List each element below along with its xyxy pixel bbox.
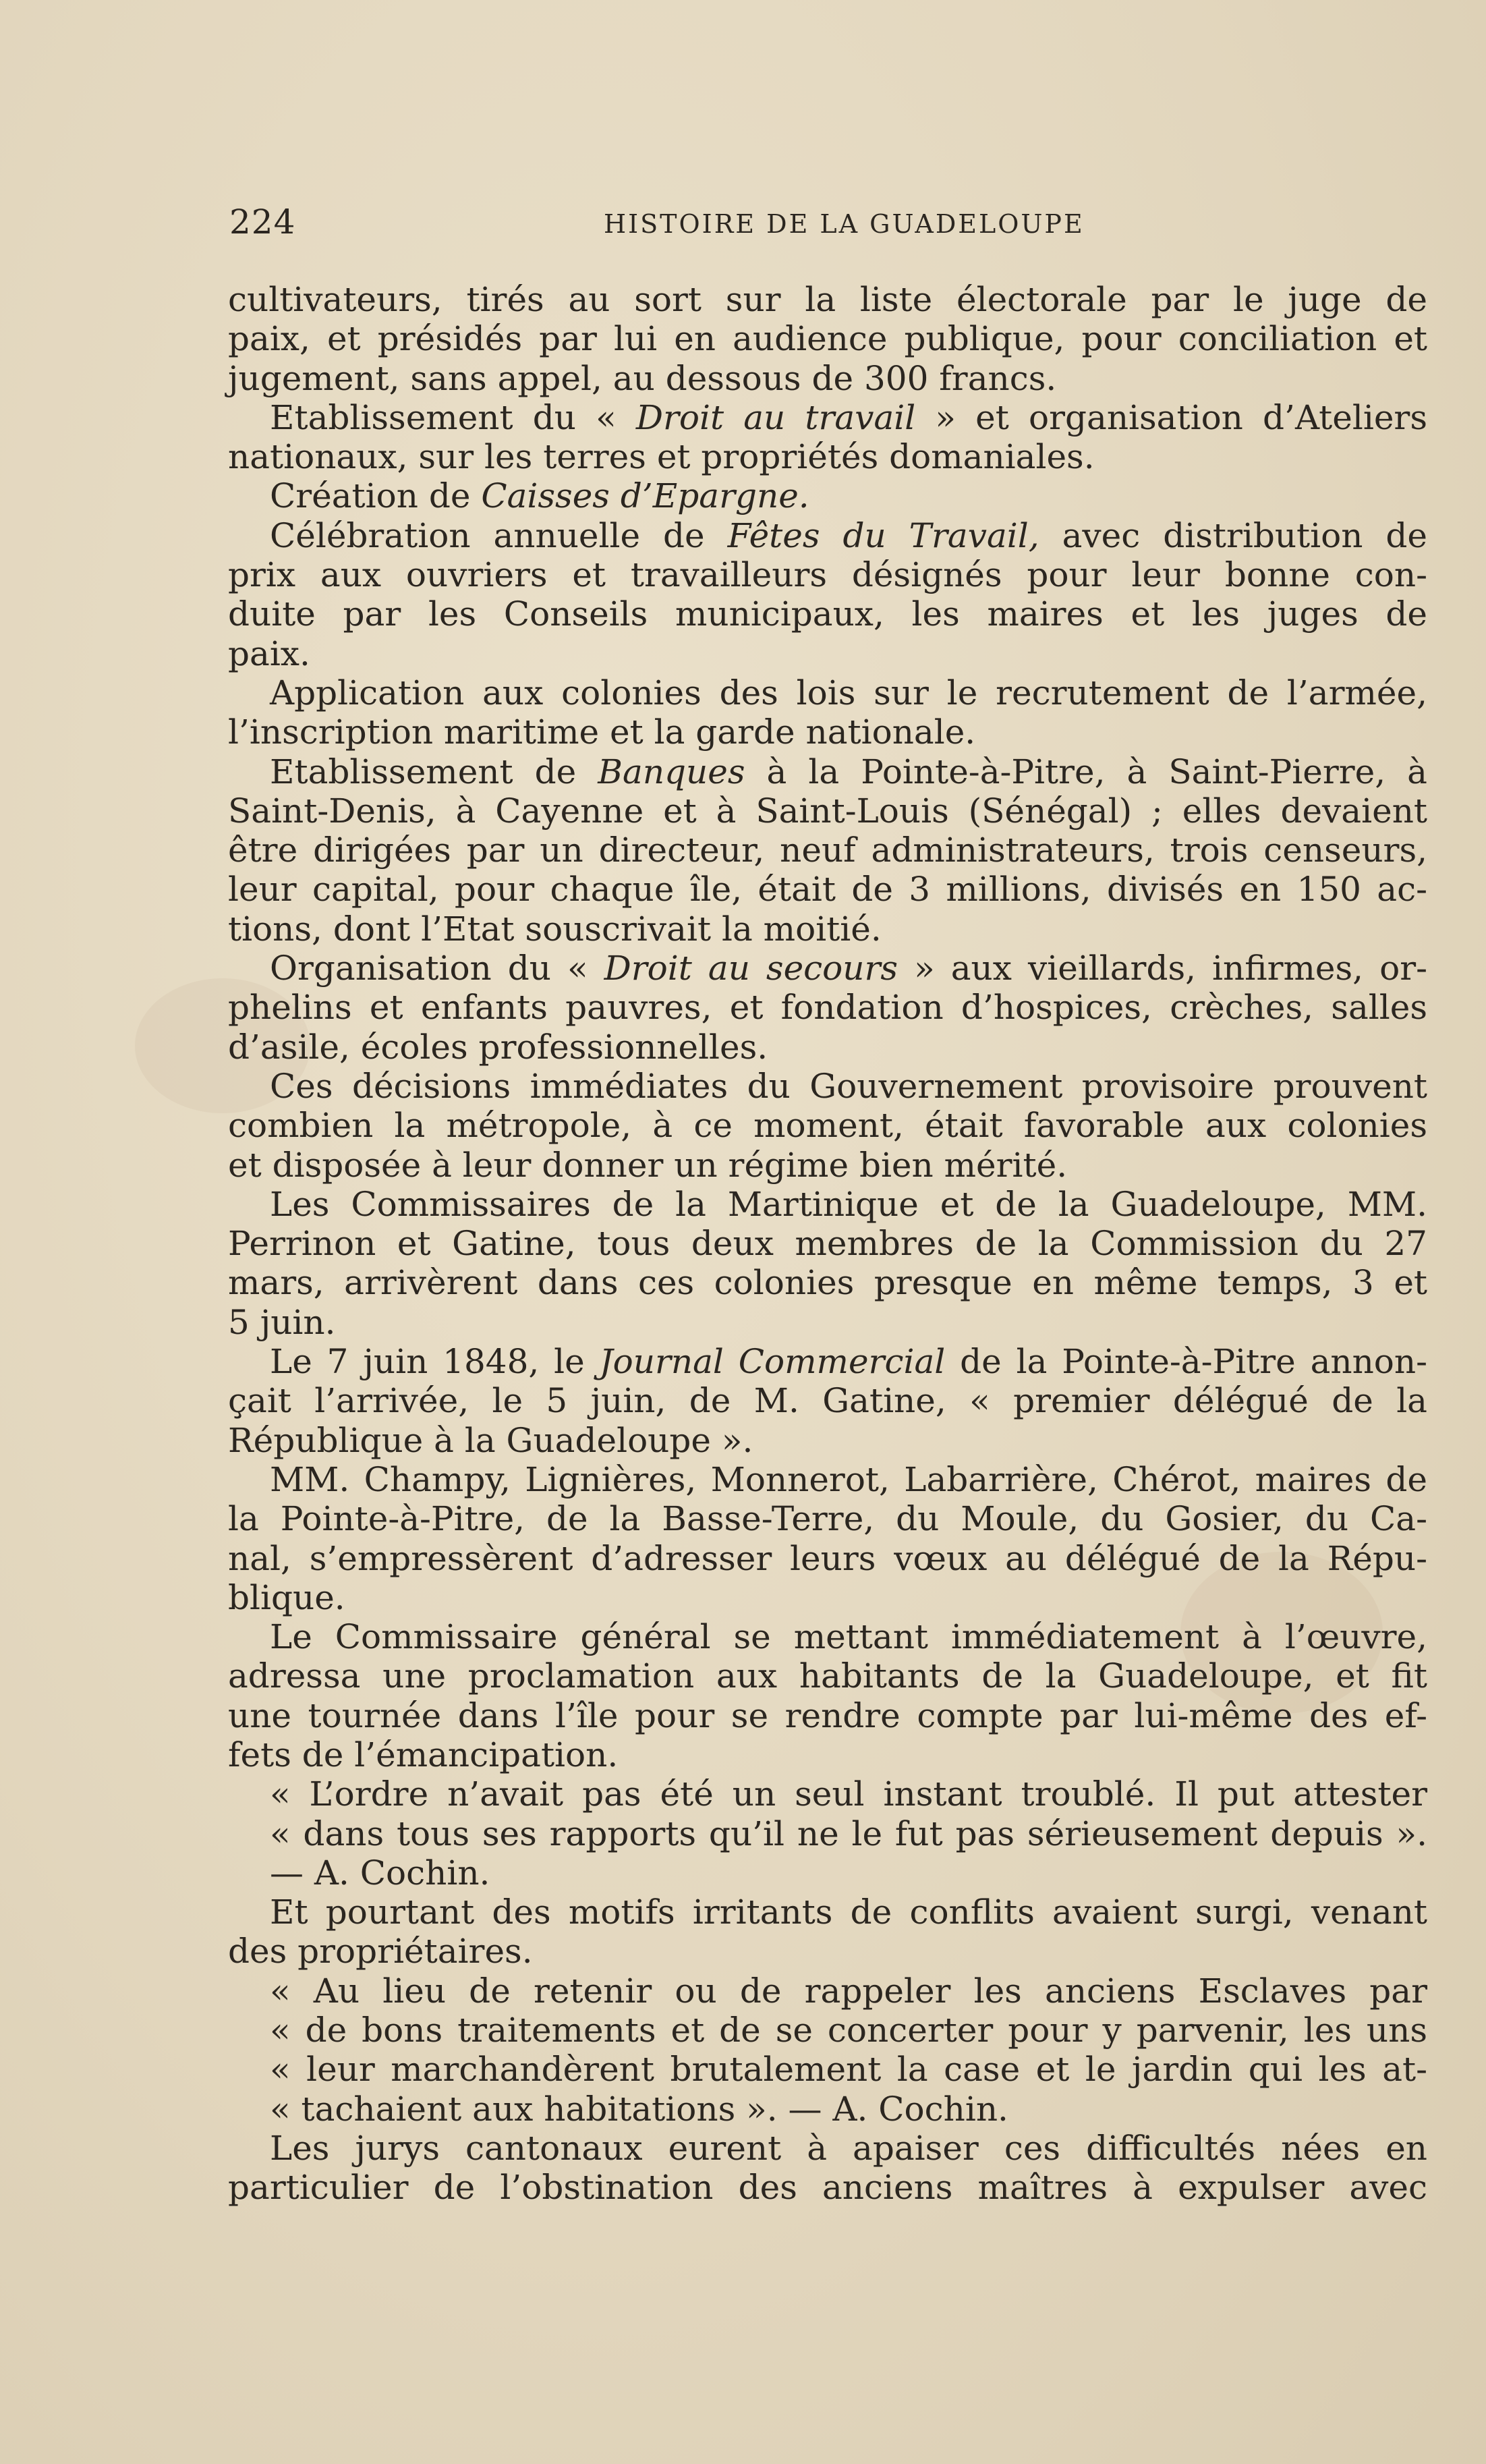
text-segment: et disposée à leur donner un régime bien mérité. [228, 1145, 1068, 1185]
text-segment: Ces décisions immédiates du Gouvernement provisoire prouvent [270, 1066, 1427, 1106]
text-segment: d’asile, écoles professionnelles. [228, 1027, 768, 1067]
text-segment: des propriétaires. [228, 1932, 533, 1971]
text-line [228, 752, 1427, 791]
text-line [228, 2090, 1427, 2129]
text-segment: « dans tous ses rapports qu’il ne le fut pas sérieusement depuis ». [270, 1814, 1427, 1853]
text-line [228, 1971, 1427, 2011]
text-line [228, 1224, 1427, 1263]
text-segment: Etablissement de [270, 752, 598, 791]
text-line [228, 673, 1427, 712]
text-segment: phelins et enfants pauvres, et fondation d’hospices, crèches, salles [228, 988, 1427, 1028]
text-segment: » aux vieillards, infirmes, or- [898, 949, 1427, 988]
text-line [228, 1893, 1427, 1932]
text-segment: avec distribution de [1039, 515, 1427, 555]
text-line [228, 988, 1427, 1027]
text-segment: Le Commissaire général se mettant immédiatement à l’œuvre, [270, 1617, 1427, 1657]
text-line [228, 1028, 1427, 1067]
text-line [228, 1146, 1427, 1185]
text-segment: » et organisation d’Ateliers [915, 397, 1427, 437]
text-line [228, 712, 1427, 752]
text-line [228, 1381, 1427, 1420]
text-line [228, 1303, 1427, 1342]
italic-text: Caisses d’Epargne. [481, 476, 809, 516]
text-line [228, 1853, 1427, 1893]
page-header [229, 202, 1430, 256]
text-segment: de la Pointe-à-Pitre annon- [945, 1342, 1427, 1382]
text-line [228, 634, 1427, 673]
text-line [228, 1421, 1427, 1460]
text-line [228, 831, 1427, 870]
text-segment: être dirigées par un directeur, neuf administrateurs, trois censeurs, [228, 831, 1427, 870]
text-segment: leur capital, pour chaque île, était de 3 millions, divisés en 150 ac- [228, 870, 1427, 909]
text-line [228, 949, 1427, 988]
text-segment: Création de [270, 476, 482, 516]
page-number: 224 [229, 202, 296, 242]
text-segment: tions, dont l’Etat souscrivait la moitié. [228, 909, 882, 949]
text-segment: nationaux, sur les terres et propriétés domaniales. [228, 437, 1095, 477]
text-line [228, 2168, 1427, 2207]
text-segment: çait l’arrivée, le 5 juin, de M. Gatine, « premier délégué de la [228, 1381, 1427, 1421]
text-line [228, 1696, 1427, 1735]
text-line [228, 359, 1427, 398]
text-line [228, 909, 1427, 949]
italic-text: Fêtes du Travail, [727, 515, 1039, 555]
text-segment: particulier de l’obstination des anciens maîtres à expulser avec [228, 2168, 1427, 2208]
text-line [228, 2050, 1427, 2089]
text-line [228, 1774, 1427, 1814]
text-segment: à la Pointe-à-Pitre, à Saint-Pierre, à [745, 752, 1427, 791]
text-segment: Le 7 juin 1848, le [270, 1342, 600, 1382]
text-segment: combien la métropole, à ce moment, était favorable aux colonies [228, 1106, 1427, 1146]
text-line [228, 870, 1427, 909]
text-segment: Organisation du « [270, 949, 604, 988]
text-segment: jugement, sans appel, au dessous de 300 francs. [228, 358, 1057, 398]
text-segment: — A. Cochin. [270, 1853, 490, 1893]
text-segment: Application aux colonies des lois sur le recrutement de l’armée, [270, 673, 1427, 712]
text-line [228, 2129, 1427, 2168]
text-line [228, 1342, 1427, 1381]
text-segment: prix aux ouvriers et travailleurs désignés pour leur bonne con- [228, 555, 1427, 595]
text-segment: nal, s’empressèrent d’adresser leurs vœux au délégué de la Répu- [228, 1538, 1427, 1578]
text-segment: République à la Guadeloupe ». [228, 1420, 753, 1460]
text-line [228, 1263, 1427, 1302]
text-segment: une tournée dans l’île pour se rendre compte par lui-même des ef- [228, 1696, 1427, 1735]
text-line [228, 476, 1427, 515]
text-line [228, 319, 1427, 358]
text-segment: « leur marchandèrent brutalement la case et le jardin qui les at- [270, 2050, 1427, 2090]
text-line [228, 2011, 1427, 2050]
text-segment: cultivateurs, tirés au sort sur la liste électorale par le juge de [228, 280, 1427, 319]
text-segment: « L’ordre n’avait pas été un seul instant troublé. Il put attester [270, 1774, 1427, 1814]
body-text [228, 280, 1427, 2208]
text-line [228, 1735, 1427, 1774]
text-segment: « Au lieu de retenir ou de rappeler les anciens Esclaves par [270, 1971, 1427, 2011]
text-segment: Les jurys cantonaux eurent à apaiser ces difficultés nées en [270, 2128, 1427, 2168]
text-line [228, 1617, 1427, 1656]
text-segment: « tachaient aux habitations ». — A. Cochin. [270, 2089, 1008, 2129]
text-line [228, 1656, 1427, 1696]
running-title: HISTOIRE DE LA GUADELOUPE [604, 209, 1085, 239]
text-line [228, 555, 1427, 594]
text-line [228, 1814, 1427, 1853]
text-segment: Etablissement du « [270, 397, 636, 437]
text-line [228, 791, 1427, 831]
text-segment: mars, arrivèrent dans ces colonies presque en même temps, 3 et [228, 1263, 1427, 1303]
text-line [228, 1460, 1427, 1499]
text-segment: Perrinon et Gatine, tous deux membres de la Commission du 27 [228, 1224, 1427, 1264]
text-line [228, 398, 1427, 437]
text-segment: « de bons traitements et de se concerter pour y parvenir, les uns [270, 2011, 1427, 2050]
text-line [228, 1578, 1427, 1617]
text-segment: adressa une proclamation aux habitants de la Guadeloupe, et fit [228, 1656, 1427, 1696]
text-segment: paix. [228, 634, 310, 673]
text-segment: Saint-Denis, à Cayenne et à Saint-Louis (Sénégal) ; elles devaient [228, 791, 1427, 831]
text-line [228, 1932, 1427, 1971]
text-segment: Les Commissaires de la Martinique et de la Guadeloupe, MM. [270, 1184, 1427, 1224]
italic-text: Droit au secours [604, 949, 898, 988]
text-line [228, 1067, 1427, 1106]
italic-text: Droit au travail [635, 397, 916, 437]
text-segment: fets de l’émancipation. [228, 1735, 619, 1774]
text-line [228, 516, 1427, 555]
text-line [228, 280, 1427, 319]
text-segment: Célébration annuelle de [270, 515, 728, 555]
text-line [228, 437, 1427, 476]
italic-text: Journal Commercial [599, 1342, 946, 1382]
text-segment: paix, et présidés par lui en audience publique, pour conciliation et [228, 319, 1427, 359]
text-line [228, 1499, 1427, 1538]
text-line [228, 1539, 1427, 1578]
text-line [228, 1106, 1427, 1145]
text-segment: 5 juin. [228, 1302, 336, 1342]
text-line [228, 1185, 1427, 1224]
text-segment: MM. Champy, Lignières, Monnerot, Labarrière, Chérot, maires de [270, 1459, 1427, 1499]
text-segment: la Pointe-à-Pitre, de la Basse-Terre, du Moule, du Gosier, du Ca- [228, 1499, 1427, 1539]
text-segment: l’inscription maritime et la garde nationale. [228, 712, 976, 752]
text-line [228, 594, 1427, 634]
text-segment: duite par les Conseils municipaux, les maires et les juges de [228, 594, 1427, 634]
text-segment: Et pourtant des motifs irritants de conflits avaient surgi, venant [270, 1893, 1427, 1932]
text-segment: blique. [228, 1577, 345, 1617]
italic-text: Banques [598, 752, 745, 791]
